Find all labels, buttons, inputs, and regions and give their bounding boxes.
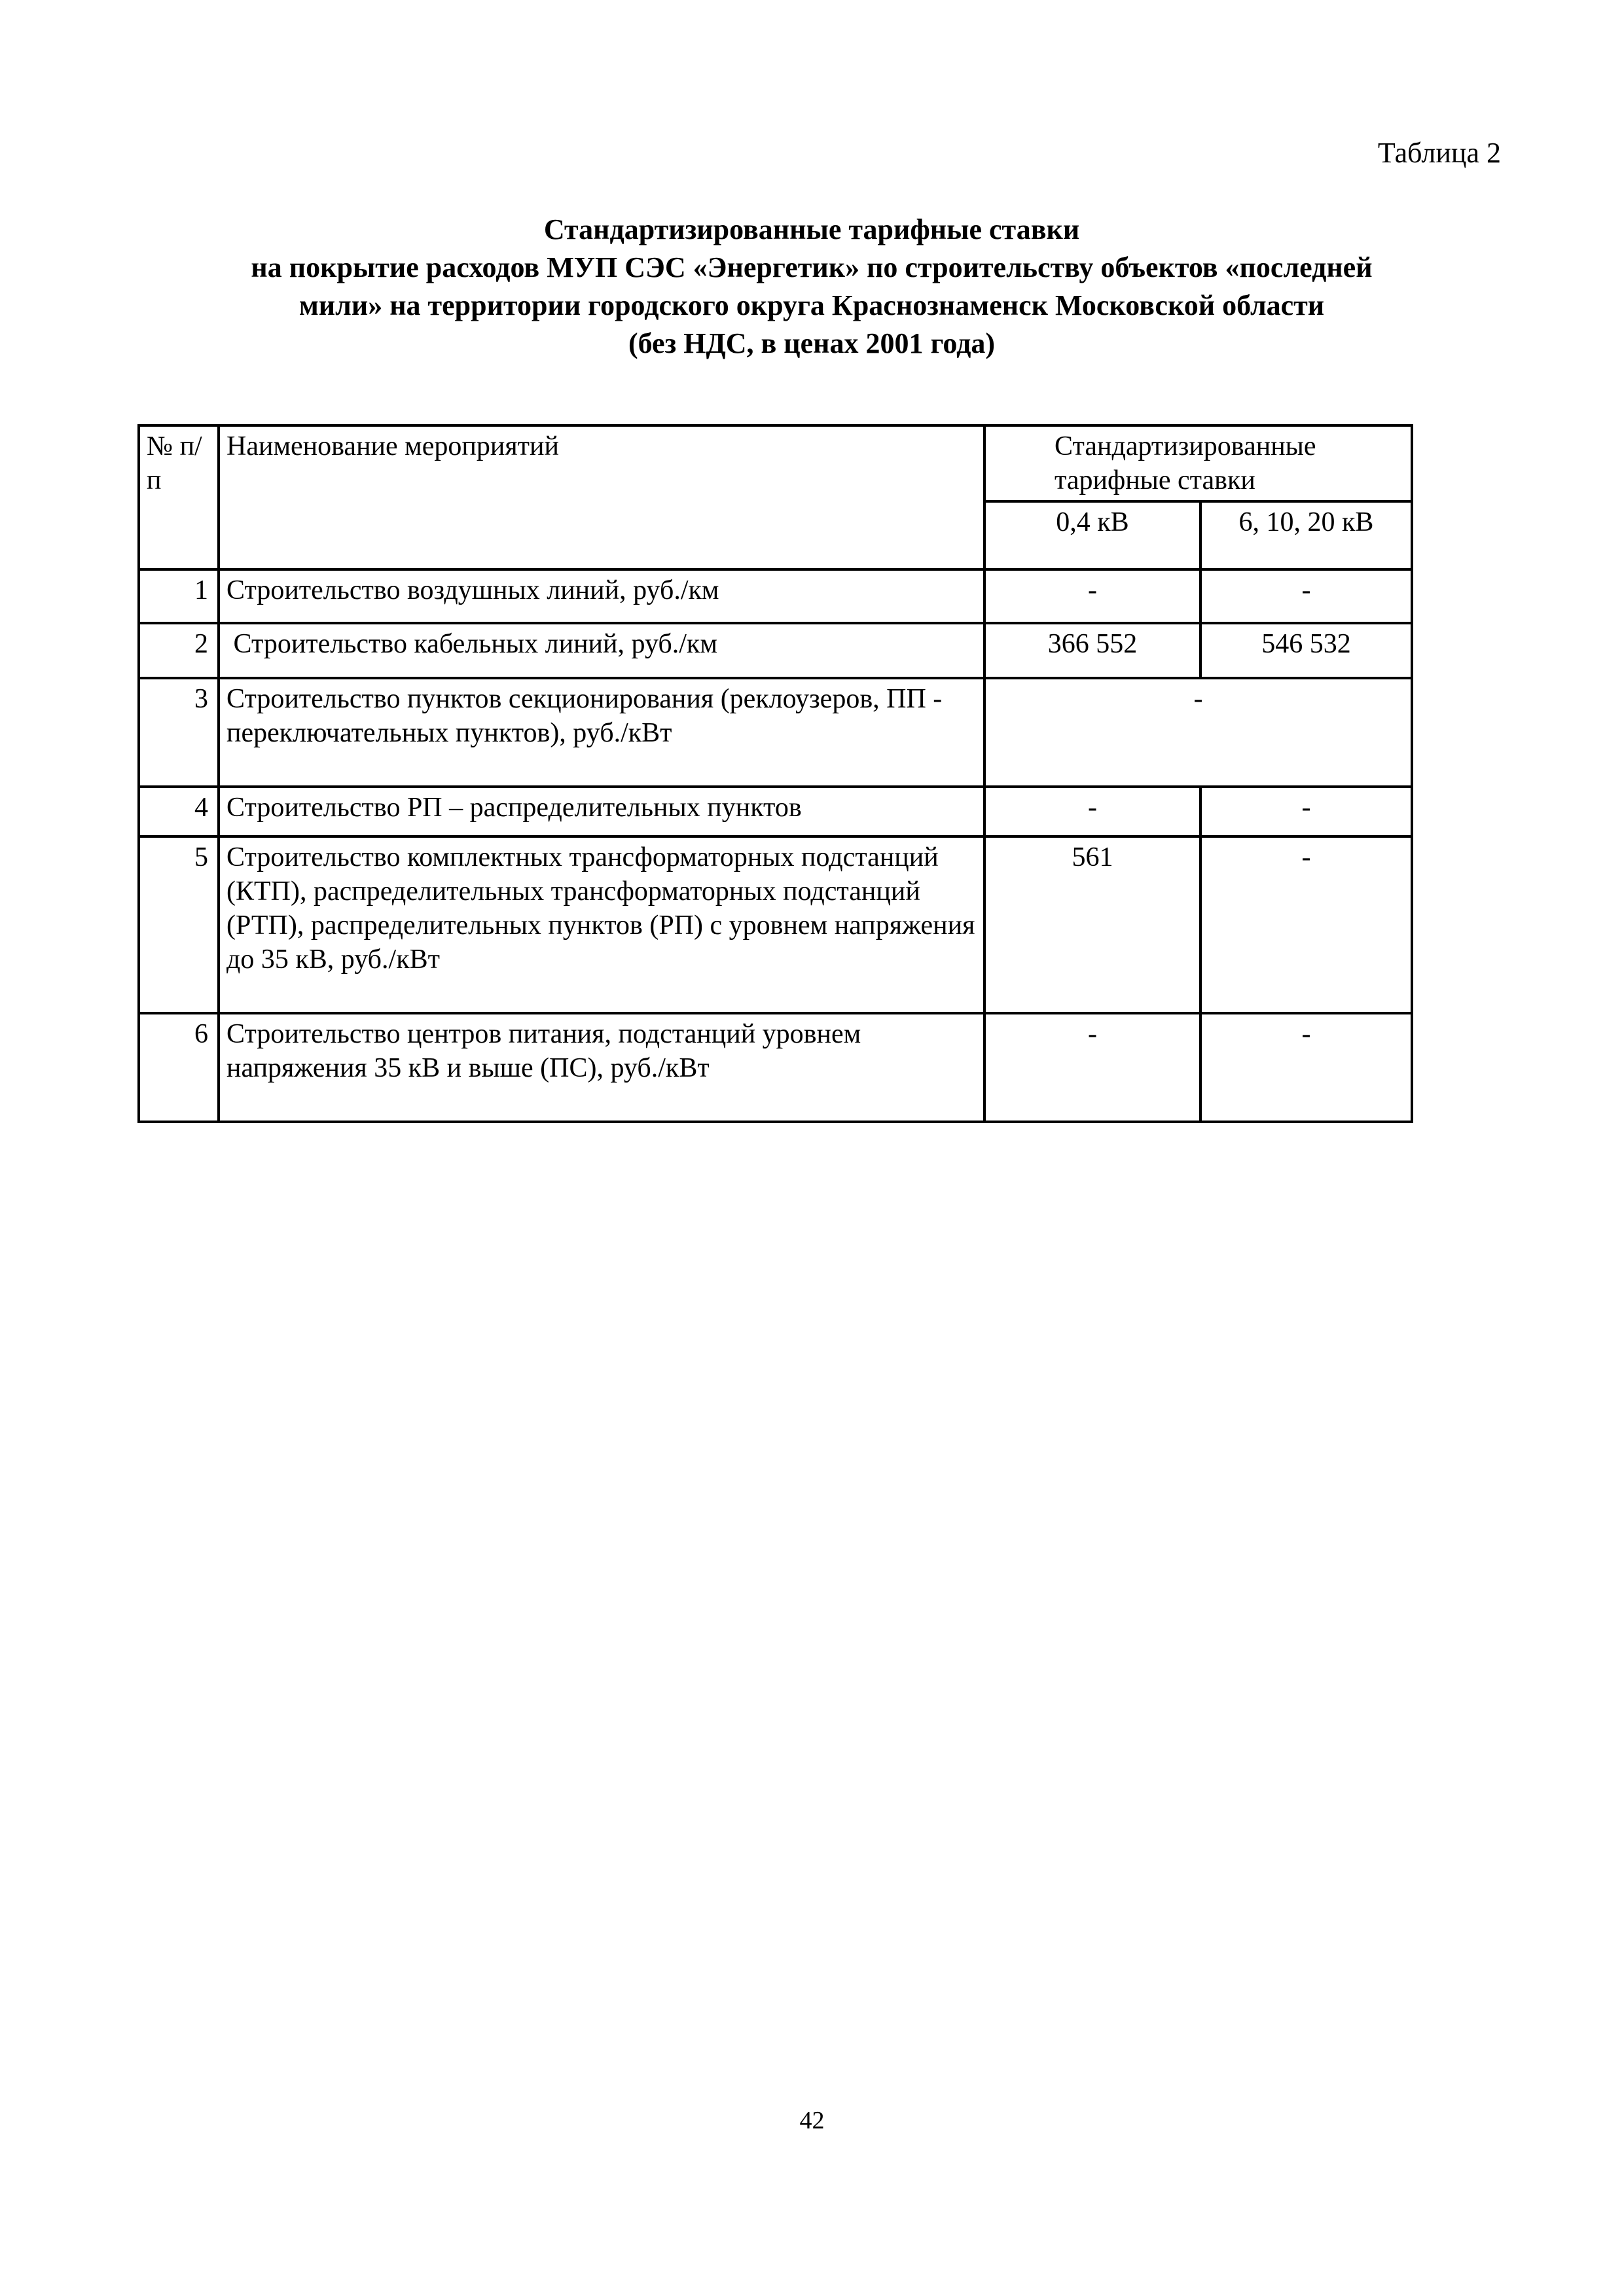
header-voltage-6-10-20: 6, 10, 20 кВ [1200, 501, 1412, 569]
document-title [157, 211, 1466, 363]
title-line: на покрытие расходов МУП СЭС «Энергетик» по строительству объектов «последней [251, 251, 1373, 283]
row-value-04: - [984, 787, 1200, 836]
row-name: Строительство центров питания, подстанций уровнем напряжения 35 кВ и выше (ПС), руб./кВт [219, 1013, 984, 1122]
row-value-04: - [984, 1013, 1200, 1122]
row-number: 6 [139, 1013, 219, 1122]
row-value-6-10-20: - [1200, 1013, 1412, 1122]
tariff-table [137, 424, 1413, 1123]
table-row [139, 569, 1412, 623]
table-row [139, 1013, 1412, 1122]
row-number: 2 [139, 623, 219, 678]
row-value-merged: - [984, 678, 1412, 787]
table-row [139, 836, 1412, 1013]
table-label: Таблица 2 [1377, 137, 1501, 169]
row-number: 4 [139, 787, 219, 836]
row-number: 3 [139, 678, 219, 787]
row-value-6-10-20: 546 532 [1200, 623, 1412, 678]
row-value-6-10-20: - [1200, 836, 1412, 1013]
row-name: Строительство кабельных линий, руб./км [219, 623, 984, 678]
title-line: Стандартизированные тарифные ставки [543, 213, 1080, 245]
title-line: мили» на территории городского округа Краснознаменск Московской области [298, 289, 1325, 321]
title-line: (без НДС, в ценах 2001 года) [628, 327, 996, 359]
row-value-6-10-20: - [1200, 569, 1412, 623]
header-name: Наименование мероприятий [219, 425, 984, 569]
header-rates-group: Стандартизированные тарифные ставки [984, 425, 1412, 501]
page-number: 42 [799, 2107, 825, 2134]
row-value-6-10-20: - [1200, 787, 1412, 836]
row-value-04: - [984, 569, 1200, 623]
row-name: Строительство воздушных линий, руб./км [219, 569, 984, 623]
table-row [139, 623, 1412, 678]
row-value-04: 366 552 [984, 623, 1200, 678]
row-value-04: 561 [984, 836, 1200, 1013]
table-row [139, 678, 1412, 787]
row-number: 5 [139, 836, 219, 1013]
row-name: Строительство пунктов секционирования (реклоузеров, ПП - переключательных пунктов), руб./кВт [219, 678, 984, 787]
header-voltage-04: 0,4 кВ [984, 501, 1200, 569]
table-row [139, 787, 1412, 836]
header-num: № п/п [139, 425, 219, 569]
table-header-row [139, 425, 1412, 501]
row-number: 1 [139, 569, 219, 623]
row-name: Строительство комплектных трансформаторных подстанций (КТП), распределительных трансформаторных подстанций (РТП), распределительных пунктов (РП) с уровнем напряжения до 35 кВ, руб./кВт [219, 836, 984, 1013]
row-name: Строительство РП – распределительных пунктов [219, 787, 984, 836]
